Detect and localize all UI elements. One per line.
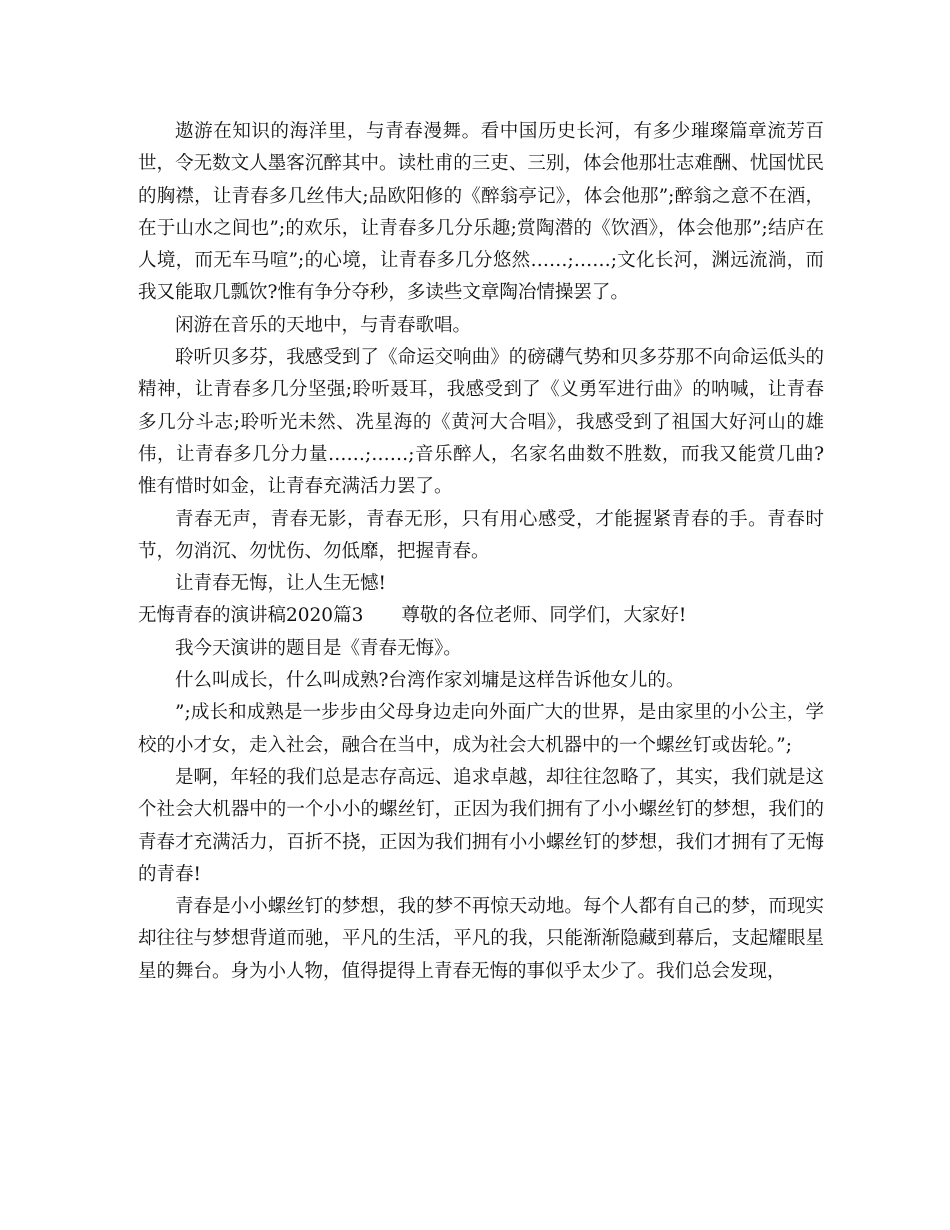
paragraph: 是啊，年轻的我们总是志存高远、追求卓越，却往往忽略了，其实，我们就是这个社会大机器中的一个小小的螺丝钉，正因为我们拥有了小小螺丝钉的梦想，我们的青春才充满活力，百折不挠，正因为我们拥有小小螺丝钉的梦想，我们才拥有了无悔的青春!: [138, 766, 824, 885]
paragraph: 什么叫成长，什么叫成熟?台湾作家刘墉是这样告诉他女儿的。: [175, 670, 685, 692]
paragraph: ”;成长和成熟是一步步由父母身边走向外面广大的世界，是由家里的小公主，学校的小才女，走入社会，融合在当中，成为社会大机器中的一个螺丝钉或齿轮。”;: [138, 702, 824, 756]
paragraph: 聆听贝多芬，我感受到了《命运交响曲》的磅礴气势和贝多芬那不向命运低头的精神，让青春多几分坚强;聆听聂耳，我感受到了《义勇军进行曲》的呐喊，让青春多几分斗志;聆听光未然、冼星海的《黄河大合唱》，我感受到了祖国大好河山的雄伟，让青春多几分力量……;……;音乐醉人，名家名曲数不胜数，而我又能赏几曲?惟有惜时如金，让青春充满活力罢了。: [138, 347, 824, 498]
paragraph: 我今天演讲的题目是《青春无悔》。: [175, 637, 462, 659]
paragraph: 青春无声，青春无影，青春无形，只有用心感受，才能握紧青春的手。青春时节，勿消沉、勿忧伤、勿低靡，把握青春。: [138, 508, 824, 562]
document-body: [138, 116, 824, 988]
paragraph: 让青春无悔，让人生无憾!: [175, 573, 386, 595]
paragraph: 青春是小小螺丝钉的梦想，我的梦不再惊天动地。每个人都有自己的梦，而现实却往往与梦想背道而驰，平凡的生活，平凡的我，只能渐渐隐藏到幕后，支起耀眼星星的舞台。身为小人物，值得提得上青春无悔的事似乎太少了。我们总会发现，: [138, 896, 824, 982]
paragraph: 遨游在知识的海洋里，与青春漫舞。看中国历史长河，有多少璀璨篇章流芳百世，令无数文人墨客沉醉其中。读杜甫的三吏、三别，体会他那壮志难酬、忧国忧民的胸襟，让青春多几丝伟大;品欧阳修的《醉翁亭记》，体会他那”;醉翁之意不在酒，在于山水之间也”;的欢乐，让青春多几分乐趣;赏陶潜的《饮酒》，体会他那”;结庐在人境，而无车马喧”;的心境，让青春多几分悠然……;……;文化长河，渊远流淌，而我又能取几瓢饮?惟有争分夺秒，多读些文章陶冶情操罢了。: [138, 121, 824, 304]
greeting-text: 尊敬的各位老师、同学们，大家好!: [401, 605, 687, 627]
paragraph: 闲游在音乐的天地中，与青春歌唱。: [175, 314, 472, 336]
section-heading-line: [138, 600, 824, 632]
section-title: 无悔青春的演讲稿2020篇3: [138, 605, 364, 627]
